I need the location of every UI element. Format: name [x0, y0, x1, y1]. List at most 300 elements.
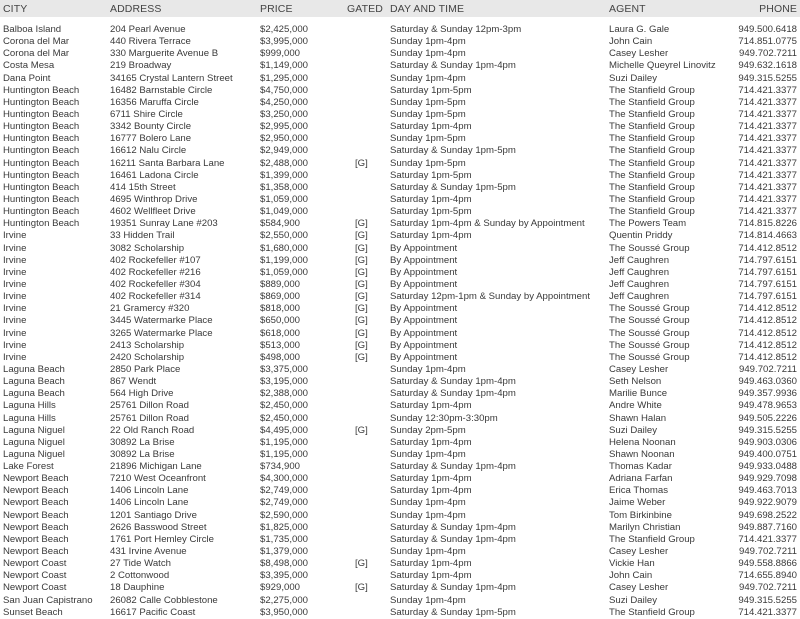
table-row [0, 400, 800, 412]
cell-address: 30892 La Brise [110, 436, 175, 448]
cell-phone: 714.421.3377 [738, 606, 797, 618]
cell-city: Newport Beach [3, 485, 69, 497]
cell-phone: 949.887.7160 [738, 521, 797, 533]
cell-phone: 714.412.8512 [738, 327, 797, 339]
cell-city: Newport Beach [3, 521, 69, 533]
header-city: CITY [3, 2, 28, 15]
cell-city: Irvine [3, 254, 27, 266]
cell-address: 1406 Lincoln Lane [110, 497, 189, 509]
cell-city: Huntington Beach [3, 181, 80, 193]
cell-agent: The Stanfield Group [609, 133, 695, 145]
cell-price: $4,300,000 [260, 473, 309, 485]
cell-city: Sunset Beach [3, 606, 63, 618]
cell-price: $3,950,000 [260, 606, 309, 618]
cell-phone: 714.421.3377 [738, 121, 797, 133]
cell-city: Newport Coast [3, 570, 67, 582]
table-row [0, 449, 800, 461]
table-row [0, 328, 800, 340]
cell-day-time: Sunday 1pm-4pm [390, 497, 466, 509]
cell-price: $4,250,000 [260, 96, 309, 108]
table-row [0, 522, 800, 534]
cell-address: 19351 Sunray Lane #203 [110, 218, 218, 230]
cell-day-time: By Appointment [390, 315, 458, 327]
cell-price: $4,495,000 [260, 424, 309, 436]
cell-agent: Adriana Farfan [609, 473, 673, 485]
cell-gated: [G] [355, 327, 368, 339]
cell-price: $1,149,000 [260, 60, 309, 72]
cell-price: $1,059,000 [260, 193, 309, 205]
cell-address: 18 Dauphine [110, 582, 165, 594]
cell-address: 219 Broadway [110, 60, 172, 72]
table-row [0, 194, 800, 206]
cell-address: 30892 La Brise [110, 448, 175, 460]
cell-address: 22 Old Ranch Road [110, 424, 195, 436]
cell-gated: [G] [355, 291, 368, 303]
cell-city: Laguna Beach [3, 363, 65, 375]
cell-agent: The Soussé Group [609, 315, 690, 327]
cell-phone: 714.421.3377 [738, 145, 797, 157]
cell-agent: The Soussé Group [609, 303, 690, 315]
cell-agent: The Powers Team [609, 218, 687, 230]
cell-agent: Laura G. Gale [609, 24, 670, 35]
cell-agent: Jeff Caughren [609, 266, 670, 278]
cell-day-time: Sunday 1pm-4pm [390, 594, 466, 606]
cell-day-time: Sunday 1pm-4pm [390, 448, 466, 460]
cell-price: $734,900 [260, 461, 301, 473]
cell-day-time: Saturday & Sunday 1pm-4pm [390, 533, 516, 545]
cell-price: $618,000 [260, 327, 301, 339]
cell-city: Laguna Hills [3, 400, 56, 412]
cell-agent: Jeff Caughren [609, 291, 670, 303]
cell-address: 431 Irvine Avenue [110, 546, 187, 558]
header-price: PRICE [260, 2, 293, 15]
table-row [0, 36, 800, 48]
cell-gated: [G] [355, 351, 368, 363]
cell-city: Irvine [3, 230, 27, 242]
table-row [0, 340, 800, 352]
cell-city: Irvine [3, 303, 27, 315]
cell-phone: 949.922.9079 [738, 497, 797, 509]
cell-phone: 714.412.8512 [738, 351, 797, 363]
cell-phone: 949.632.1618 [738, 60, 797, 72]
cell-price: $513,000 [260, 339, 301, 351]
table-row [0, 595, 800, 607]
cell-price: $3,250,000 [260, 108, 309, 120]
cell-price: $8,498,000 [260, 558, 309, 570]
cell-address: 564 High Drive [110, 388, 174, 400]
cell-agent: The Soussé Group [609, 351, 690, 363]
table-row [0, 230, 800, 242]
cell-address: 402 Rockefeller #304 [110, 278, 201, 290]
cell-price: $2,749,000 [260, 497, 309, 509]
cell-agent: Jeff Caughren [609, 278, 670, 290]
cell-address: 1406 Lincoln Lane [110, 485, 189, 497]
cell-price: $2,388,000 [260, 388, 309, 400]
cell-city: Laguna Beach [3, 376, 65, 388]
cell-agent: The Stanfield Group [609, 193, 695, 205]
cell-phone: 714.814.4663 [738, 230, 797, 242]
cell-gated: [G] [355, 242, 368, 254]
cell-day-time: By Appointment [390, 327, 458, 339]
cell-city: Laguna Beach [3, 388, 65, 400]
cell-price: $1,735,000 [260, 533, 309, 545]
cell-address: 3265 Watermarke Place [110, 327, 213, 339]
cell-day-time: Saturday 1pm-4pm [390, 436, 472, 448]
cell-agent: The Stanfield Group [609, 108, 695, 120]
cell-agent: The Stanfield Group [609, 206, 695, 218]
cell-city: Irvine [3, 351, 27, 363]
cell-address: 3082 Scholarship [110, 242, 185, 254]
cell-address: 402 Rockefeller #107 [110, 254, 201, 266]
table-row [0, 158, 800, 170]
cell-price: $1,199,000 [260, 254, 309, 266]
cell-phone: 949.357.9936 [738, 388, 797, 400]
cell-address: 2850 Park Place [110, 363, 181, 375]
cell-day-time: Saturday 1pm-4pm [390, 473, 472, 485]
table-row [0, 73, 800, 85]
cell-price: $3,375,000 [260, 363, 309, 375]
table-row [0, 133, 800, 145]
cell-city: Balboa Island [3, 24, 62, 35]
cell-address: 3445 Watermarke Place [110, 315, 213, 327]
cell-agent: The Stanfield Group [609, 606, 695, 618]
cell-price: $1,379,000 [260, 546, 309, 558]
cell-agent: The Stanfield Group [609, 169, 695, 181]
cell-city: Costa Mesa [3, 60, 55, 72]
cell-agent: The Soussé Group [609, 327, 690, 339]
cell-agent: Helena Noonan [609, 436, 676, 448]
cell-day-time: Saturday & Sunday 1pm-4pm [390, 582, 516, 594]
table-row [0, 315, 800, 327]
cell-address: 414 15th Street [110, 181, 176, 193]
cell-phone: 714.421.3377 [738, 84, 797, 96]
cell-price: $929,000 [260, 582, 301, 594]
cell-city: Laguna Hills [3, 412, 56, 424]
cell-address: 402 Rockefeller #314 [110, 291, 201, 303]
cell-agent: Thomas Kadar [609, 461, 672, 473]
cell-price: $818,000 [260, 303, 301, 315]
cell-agent: Shawn Halan [609, 412, 667, 424]
cell-address: 21 Gramercy #320 [110, 303, 190, 315]
cell-city: Huntington Beach [3, 133, 80, 145]
cell-price: $2,590,000 [260, 509, 309, 521]
cell-phone: 714.421.3377 [738, 193, 797, 205]
cell-address: 7210 West Oceanfront [110, 473, 206, 485]
cell-phone: 949.558.8866 [738, 558, 797, 570]
cell-day-time: Saturday & Sunday 1pm-4pm [390, 461, 516, 473]
cell-day-time: Saturday 12pm-1pm & Sunday by Appointment [390, 291, 590, 303]
cell-day-time: Saturday 1pm-4pm [390, 121, 472, 133]
cell-price: $3,995,000 [260, 36, 309, 48]
cell-address: 16612 Nalu Circle [110, 145, 187, 157]
header-address: ADDRESS [110, 2, 162, 15]
cell-agent: Michelle Queyrel Linovitz [609, 60, 716, 72]
table-row [0, 243, 800, 255]
cell-gated: [G] [355, 315, 368, 327]
cell-agent: Casey Lesher [609, 363, 669, 375]
cell-city: Corona del Mar [3, 48, 70, 60]
cell-price: $3,195,000 [260, 376, 309, 388]
table-row [0, 255, 800, 267]
cell-day-time: Sunday 2pm-5pm [390, 424, 466, 436]
cell-price: $1,049,000 [260, 206, 309, 218]
cell-address: 402 Rockefeller #216 [110, 266, 201, 278]
cell-day-time: Saturday 1pm-4pm [390, 570, 472, 582]
cell-agent: Shawn Noonan [609, 448, 675, 460]
cell-city: Huntington Beach [3, 157, 80, 169]
cell-address: 16617 Pacific Coast [110, 606, 196, 618]
cell-day-time: Saturday 1pm-4pm [390, 558, 472, 570]
cell-day-time: Saturday & Sunday 12pm-3pm [390, 24, 522, 35]
cell-day-time: By Appointment [390, 254, 458, 266]
table-row [0, 109, 800, 121]
cell-agent: The Stanfield Group [609, 533, 695, 545]
cell-day-time: Sunday 1pm-4pm [390, 72, 466, 84]
cell-city: Huntington Beach [3, 84, 80, 96]
cell-gated: [G] [355, 278, 368, 290]
cell-phone: 714.412.8512 [738, 315, 797, 327]
cell-agent: Casey Lesher [609, 48, 669, 60]
cell-city: Irvine [3, 291, 27, 303]
cell-phone: 949.702.7211 [739, 546, 797, 558]
cell-price: $2,749,000 [260, 485, 309, 497]
table-row [0, 485, 800, 497]
cell-city: Lake Forest [3, 461, 54, 473]
table-row [0, 24, 800, 36]
cell-price: $498,000 [260, 351, 301, 363]
table-row [0, 145, 800, 157]
cell-gated: [G] [355, 339, 368, 351]
cell-day-time: Saturday & Sunday 1pm-5pm [390, 145, 516, 157]
cell-address: 25761 Dillon Road [110, 400, 189, 412]
cell-agent: John Cain [609, 36, 653, 48]
cell-gated: [G] [355, 254, 368, 266]
cell-day-time: Saturday & Sunday 1pm-4pm [390, 388, 516, 400]
cell-agent: Jaime Weber [609, 497, 666, 509]
cell-city: Irvine [3, 315, 27, 327]
cell-address: 25761 Dillon Road [110, 412, 189, 424]
cell-city: Newport Coast [3, 582, 67, 594]
cell-address: 16356 Maruffa Circle [110, 96, 199, 108]
cell-address: 440 Rivera Terrace [110, 36, 191, 48]
header-agent: AGENT [609, 2, 646, 15]
table-row [0, 182, 800, 194]
table-row [0, 473, 800, 485]
cell-agent: The Stanfield Group [609, 84, 695, 96]
cell-agent: The Stanfield Group [609, 96, 695, 108]
cell-phone: 949.315.5255 [738, 594, 797, 606]
table-row [0, 303, 800, 315]
cell-gated: [G] [355, 230, 368, 242]
cell-city: Irvine [3, 278, 27, 290]
cell-day-time: Saturday 1pm-4pm [390, 193, 472, 205]
cell-address: 2626 Basswood Street [110, 521, 207, 533]
cell-day-time: By Appointment [390, 351, 458, 363]
cell-day-time: Sunday 1pm-5pm [390, 133, 466, 145]
cell-price: $1,825,000 [260, 521, 309, 533]
cell-address: 4602 Wellfleet Drive [110, 206, 196, 218]
cell-phone: 714.421.3377 [738, 157, 797, 169]
cell-day-time: Sunday 1pm-4pm [390, 509, 466, 521]
cell-city: Huntington Beach [3, 169, 80, 181]
cell-city: Huntington Beach [3, 145, 80, 157]
table-row [0, 121, 800, 133]
cell-gated: [G] [355, 582, 368, 594]
cell-price: $1,195,000 [260, 448, 309, 460]
table-row [0, 85, 800, 97]
cell-day-time: Sunday 1pm-5pm [390, 108, 466, 120]
cell-address: 1201 Santiago Drive [110, 509, 197, 521]
cell-agent: The Soussé Group [609, 339, 690, 351]
cell-city: Newport Beach [3, 533, 69, 545]
cell-phone: 949.933.0488 [738, 461, 797, 473]
cell-city: San Juan Capistrano [3, 594, 93, 606]
cell-phone: 714.421.3377 [738, 181, 797, 193]
cell-address: 1761 Port Hemley Circle [110, 533, 214, 545]
table-row [0, 607, 800, 619]
cell-price: $2,949,000 [260, 145, 309, 157]
cell-day-time: Saturday 1pm-5pm [390, 169, 472, 181]
cell-agent: Jeff Caughren [609, 254, 670, 266]
cell-price: $2,950,000 [260, 133, 309, 145]
cell-phone: 949.505.2226 [738, 412, 797, 424]
cell-phone: 949.463.0360 [738, 376, 797, 388]
table-row [0, 267, 800, 279]
cell-day-time: Sunday 12:30pm-3:30pm [390, 412, 498, 424]
cell-phone: 714.797.6151 [738, 266, 797, 278]
header-gated: GATED [347, 2, 383, 15]
cell-day-time: Saturday 1pm-5pm [390, 206, 472, 218]
cell-address: 330 Marguerite Avenue B [110, 48, 219, 60]
table-row [0, 206, 800, 218]
cell-price: $2,550,000 [260, 230, 309, 242]
cell-day-time: Saturday 1pm-4pm [390, 400, 472, 412]
cell-city: Laguna Niguel [3, 448, 65, 460]
cell-price: $2,450,000 [260, 400, 309, 412]
cell-city: Huntington Beach [3, 121, 80, 133]
cell-day-time: Saturday 1pm-4pm [390, 485, 472, 497]
cell-phone: 949.698.2522 [738, 509, 797, 521]
cell-day-time: Sunday 1pm-4pm [390, 363, 466, 375]
cell-gated: [G] [355, 218, 368, 230]
cell-city: Irvine [3, 266, 27, 278]
cell-price: $2,275,000 [260, 594, 309, 606]
table-row [0, 279, 800, 291]
cell-price: $1,358,000 [260, 181, 309, 193]
cell-agent: The Stanfield Group [609, 181, 695, 193]
cell-day-time: Saturday & Sunday 1pm-4pm [390, 376, 516, 388]
table-row [0, 582, 800, 594]
cell-city: Newport Beach [3, 497, 69, 509]
cell-city: Newport Beach [3, 473, 69, 485]
cell-day-time: Saturday 1pm-5pm [390, 84, 472, 96]
cell-phone: 949.315.5255 [738, 424, 797, 436]
cell-address: 4695 Winthrop Drive [110, 193, 198, 205]
cell-agent: Marilyn Christian [609, 521, 681, 533]
cell-phone: 714.421.3377 [738, 169, 797, 181]
header-phone: PHONE [759, 2, 797, 15]
cell-price: $584,900 [260, 218, 301, 230]
cell-day-time: By Appointment [390, 303, 458, 315]
cell-gated: [G] [355, 424, 368, 436]
cell-agent: The Soussé Group [609, 242, 690, 254]
table-row [0, 461, 800, 473]
cell-phone: 714.815.8226 [738, 218, 797, 230]
table-row [0, 534, 800, 546]
cell-agent: Tom Birkinbine [609, 509, 672, 521]
cell-agent: The Stanfield Group [609, 145, 695, 157]
cell-gated: [G] [355, 157, 368, 169]
cell-day-time: Saturday & Sunday 1pm-4pm [390, 60, 516, 72]
cell-address: 27 Tide Watch [110, 558, 171, 570]
cell-price: $4,750,000 [260, 84, 309, 96]
header-day-time: DAY AND TIME [390, 2, 465, 15]
cell-day-time: By Appointment [390, 278, 458, 290]
cell-price: $2,450,000 [260, 412, 309, 424]
cell-address: 26082 Calle Cobblestone [110, 594, 218, 606]
cell-agent: Casey Lesher [609, 546, 669, 558]
table-row [0, 413, 800, 425]
cell-agent: Suzi Dailey [609, 594, 657, 606]
table-row [0, 60, 800, 72]
cell-address: 16461 Ladona Circle [110, 169, 199, 181]
cell-address: 2420 Scholarship [110, 351, 185, 363]
cell-agent: Marilie Bunce [609, 388, 668, 400]
cell-phone: 714.421.3377 [738, 108, 797, 120]
table-row [0, 376, 800, 388]
cell-city: Huntington Beach [3, 218, 80, 230]
cell-city: Laguna Niguel [3, 424, 65, 436]
cell-city: Huntington Beach [3, 206, 80, 218]
cell-price: $2,995,000 [260, 121, 309, 133]
cell-address: 2413 Scholarship [110, 339, 185, 351]
cell-phone: 949.478.9653 [738, 400, 797, 412]
cell-city: Dana Point [3, 72, 51, 84]
cell-phone: 714.797.6151 [738, 278, 797, 290]
cell-price: $1,195,000 [260, 436, 309, 448]
cell-day-time: By Appointment [390, 266, 458, 278]
cell-city: Huntington Beach [3, 193, 80, 205]
cell-price: $1,680,000 [260, 242, 309, 254]
cell-price: $2,425,000 [260, 24, 309, 35]
table-row [0, 364, 800, 376]
table-row [0, 497, 800, 509]
cell-address: 21896 Michigan Lane [110, 461, 202, 473]
table-header [0, 0, 800, 17]
cell-agent: Vickie Han [609, 558, 655, 570]
cell-price: $650,000 [260, 315, 301, 327]
cell-day-time: By Appointment [390, 242, 458, 254]
table-row [0, 570, 800, 582]
cell-phone: 949.702.7211 [739, 48, 797, 60]
table-row [0, 291, 800, 303]
cell-city: Huntington Beach [3, 108, 80, 120]
cell-address: 16777 Bolero Lane [110, 133, 192, 145]
cell-phone: 949.400.0751 [738, 448, 797, 460]
cell-city: Newport Beach [3, 509, 69, 521]
cell-price: $889,000 [260, 278, 301, 290]
cell-address: 2 Cottonwood [110, 570, 170, 582]
cell-gated: [G] [355, 266, 368, 278]
cell-phone: 949.463.7013 [738, 485, 797, 497]
cell-day-time: Sunday 1pm-4pm [390, 546, 466, 558]
cell-address: 3342 Bounty Circle [110, 121, 192, 133]
cell-phone: 949.702.7211 [739, 582, 797, 594]
cell-day-time: Saturday & Sunday 1pm-5pm [390, 606, 516, 618]
cell-day-time: Sunday 1pm-4pm [390, 48, 466, 60]
table-row [0, 425, 800, 437]
cell-phone: 714.797.6151 [738, 291, 797, 303]
